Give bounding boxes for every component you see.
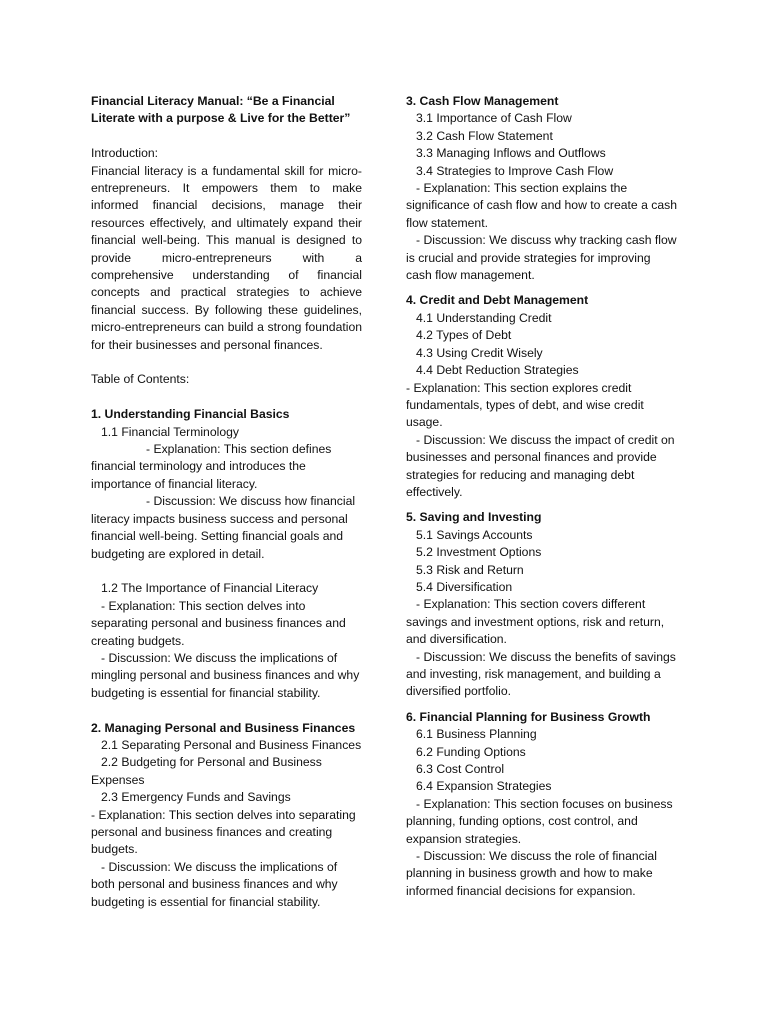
toc-heading: Table of Contents: [91,372,190,387]
section-4-heading: 4. Credit and Debt Management [406,293,589,308]
section-4-item: 4.3 Using Credit Wisely [416,345,543,360]
section-4-explanation: - Explanation: This section explores credit fundamentals, types of debt, and wise credit usage. [406,380,644,430]
section-5-explanation: - Explanation: This section covers different savings and investment options, risk and return, and diversification. [406,597,665,647]
section-3-item: 3.4 Strategies to Improve Cash Flow [416,163,614,178]
section-3-heading: 3. Cash Flow Management [406,94,559,108]
section-6-item: 6.4 Expansion Strategies [416,779,552,794]
intro-body: Financial literacy is a fundamental skill for micro-entrepreneurs. It empowers them to make informed financial decisions, manage their resources effectively, and ultimately expand their financial well-being. This manual is designed to provide micro-entrepreneurs with a comprehensive understanding of financial concepts and practical strategies to achieve financial success. By following these guidelines, micro-entrepreneurs can build a strong foundation for their businesses and personal finances. [91,163,362,352]
section-6-item: 6.2 Funding Options [416,744,526,759]
section-5-discussion: - Discussion: We discuss the benefits of savings and investing, risk management, and building a diversified portfolio. [406,649,676,699]
section-6-heading: 6. Financial Planning for Business Growth [406,709,651,724]
section-3-item: 3.1 Importance of Cash Flow [416,111,572,126]
section-3-item: 3.2 Cash Flow Statement [416,128,553,143]
section-2-discussion: - Discussion: We discuss the implications of both personal and business finances and why budgeting is essential for financial stability. [91,859,338,909]
left-column [91,93,362,911]
section-6-item: 6.1 Business Planning [416,727,537,742]
section-4-discussion: - Discussion: We discuss the impact of credit on businesses and personal finances and provide strategies for reducing and managing debt effectively. [406,432,675,499]
section-1-1-title: 1.1 Financial Terminology [101,424,239,439]
right-column [406,93,678,900]
section-6-item: 6.3 Cost Control [416,762,505,777]
section-3-item: 3.3 Managing Inflows and Outflows [416,146,606,161]
section-6-discussion: - Discussion: We discuss the role of financial planning in business growth and how to make informed financial decisions for expansion. [406,849,657,898]
intro-heading: Introduction: [91,146,159,161]
section-1-2-explanation: - Explanation: This section delves into separating personal and business finances and creating budgets. [91,598,346,648]
section-2-explanation: - Explanation: This section delves into separating personal and business finances and creating budgets. [91,807,356,857]
section-3-discussion: - Discussion: We discuss why tracking cash flow is crucial and provide strategies for improving cash flow management. [406,233,677,283]
section-2-item: 2.2 Budgeting for Personal and Business Expenses [91,755,322,787]
section-5-item: 5.3 Risk and Return [416,562,524,577]
section-5-item: 5.4 Diversification [416,579,513,594]
section-5-item: 5.2 Investment Options [416,545,542,560]
section-2-item: 2.3 Emergency Funds and Savings [101,790,291,805]
section-4-item: 4.1 Understanding Credit [416,310,552,325]
section-1-heading: 1. Understanding Financial Basics [91,407,290,422]
section-6-explanation: - Explanation: This section focuses on business planning, funding options, cost control, and expansion strategies. [406,796,673,846]
section-1-2-title: 1.2 The Importance of Financial Literacy [101,581,319,596]
section-5-heading: 5. Saving and Investing [406,510,542,525]
section-3-explanation: - Explanation: This section explains the significance of cash flow and how to create a cash flow statement. [406,181,677,230]
section-1-2-discussion: - Discussion: We discuss the implications of mingling personal and business finances and why budgeting is essential for financial stability. [91,650,360,700]
section-5-item: 5.1 Savings Accounts [416,527,533,542]
section-4-item: 4.2 Types of Debt [416,328,512,343]
document-title: Financial Literacy Manual: “Be a Financial Literate with a purpose & Live for the Better” [91,94,351,126]
section-1-1-discussion: - Discussion: We discuss how financial literacy impacts business success and personal financial well-being. Setting financial goals and budgeting are explored in detail. [91,494,356,561]
section-2-item: 2.1 Separating Personal and Business Finances [101,737,362,752]
section-2-heading: 2. Managing Personal and Business Finances [91,720,356,735]
section-4-item: 4.4 Debt Reduction Strategies [416,363,579,378]
section-1-1-explanation: - Explanation: This section defines financial terminology and introduces the importance of financial literacy. [91,442,332,491]
